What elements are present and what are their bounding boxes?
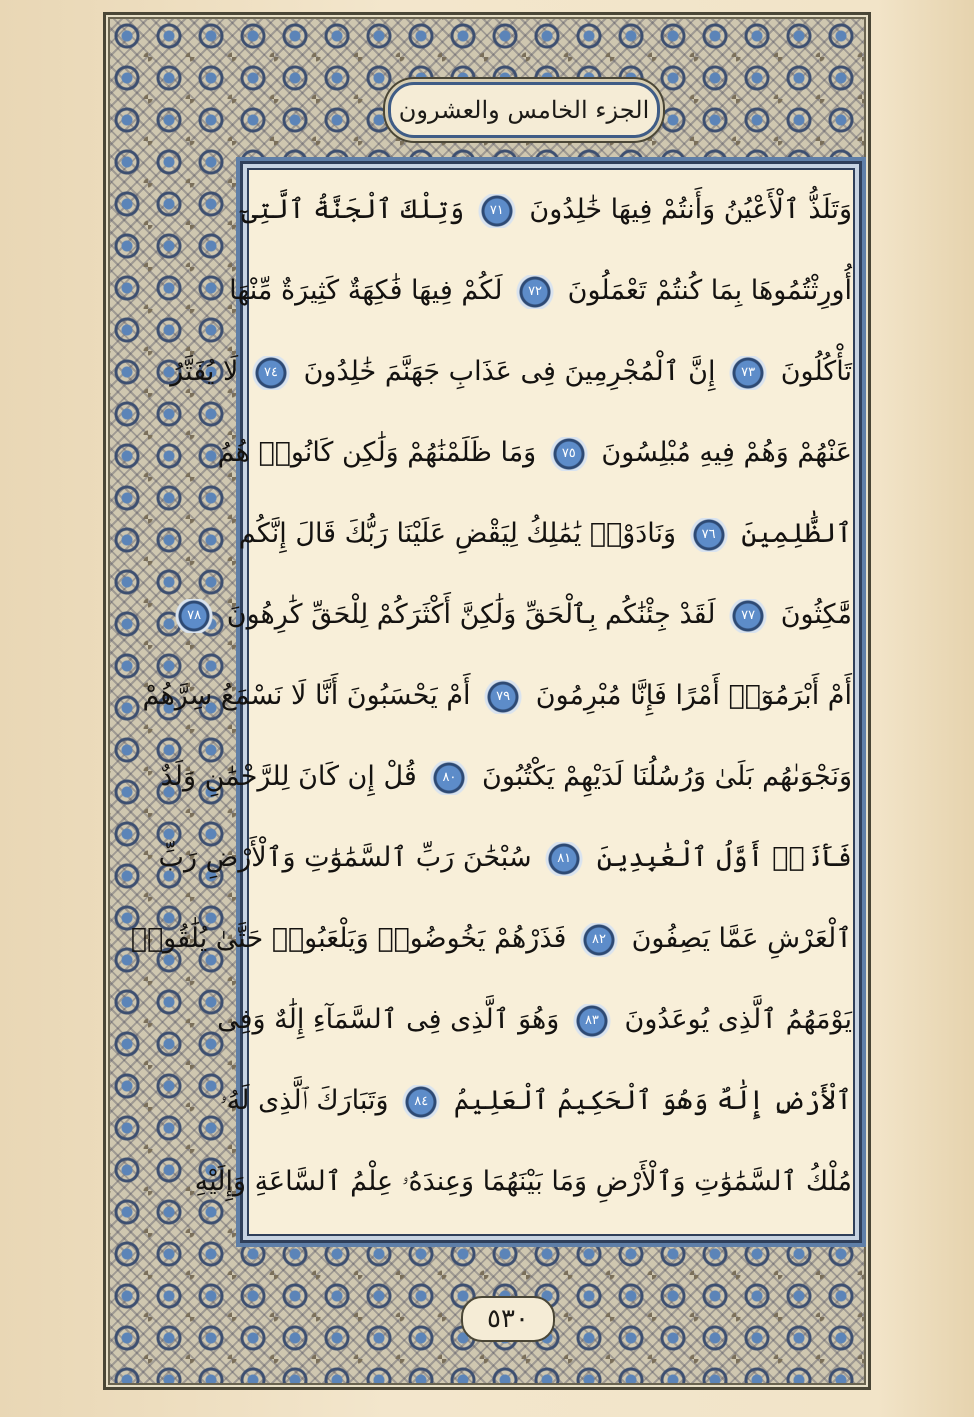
ayah-number-medallion: ٨٤: [401, 1085, 441, 1119]
ayah-number-medallion: ٧٦: [689, 518, 729, 552]
verse-text: يَوْمَهُمُ ٱلَّذِى يُوعَدُونَ: [624, 1004, 852, 1035]
verse-line: [142, 666, 852, 726]
verse-text: أَمْ أَبْرَمُوٓا۟ أَمْرًا فَإِنَّا مُبْرِمُونَ: [535, 680, 852, 711]
verse-line: [238, 504, 852, 564]
verse-text: وَنَجْوَىٰهُم بَلَىٰ وَرُسُلُنَا لَدَيْهِمْ يَكْتُبُونَ: [482, 761, 852, 792]
ayah-number-medallion: ٧١: [477, 194, 517, 228]
ayah-number-medallion: ٨٠: [429, 761, 469, 795]
verse-line: [220, 1071, 852, 1131]
verse-text: وَتِلْكَ ٱلْجَنَّةُ ٱلَّتِىٓ: [241, 194, 465, 225]
verse-line: [194, 1152, 852, 1212]
verse-line: [241, 180, 852, 240]
verse-text: لَا يُفَتَّرُ: [170, 356, 239, 387]
verse-text: فَأَنَا۠ أَوَّلُ ٱلْعَٰبِدِينَ: [596, 842, 852, 873]
verse-text: وَتَلَذُّ ٱلْأَعْيُنُ وَأَنتُمْ فِيهَا خَٰلِدُونَ: [529, 194, 852, 225]
verse-text: لَقَدْ جِئْنَٰكُم بِٱلْحَقِّ وَلَٰكِنَّ أَكْثَرَكُمْ لِلْحَقِّ كَٰرِهُونَ: [226, 599, 716, 630]
verse-text: وَهُوَ ٱلَّذِى فِى ٱلسَّمَآءِ إِلَٰهٌ وَفِى: [217, 1004, 560, 1035]
verse-text: وَنَادَوْا۟ يَٰمَٰلِكُ لِيَقْضِ عَلَيْنَا رَبُّكَ قَالَ إِنَّكُم: [238, 518, 677, 549]
verse-text: قُلْ إِن كَانَ لِلرَّحْمَٰنِ وَلَدٌ: [160, 761, 417, 792]
ayah-number-medallion: ٧٥: [549, 437, 589, 471]
verse-line: [160, 747, 852, 807]
ayah-number-medallion: ٨١: [544, 842, 584, 876]
verse-line: [217, 423, 852, 483]
verse-text: ٱلْعَرْشِ عَمَّا يَصِفُونَ: [631, 923, 852, 954]
verse-text: أُورِثْتُمُوهَا بِمَا كُنتُمْ تَعْمَلُونَ: [567, 275, 852, 306]
verse-lines: [130, 180, 852, 1230]
ayah-number-medallion: ٧٩: [483, 680, 523, 714]
verse-text: فَذَرْهُمْ يَخُوضُوا۟ وَيَلْعَبُوا۟ حَتَّىٰ يُلَٰقُوا۟: [130, 923, 567, 954]
ayah-number-medallion: ٨٣: [572, 1004, 612, 1038]
page-number-cartouche: [461, 1296, 555, 1342]
verse-text: ٱلْأَرْضِ إِلَٰهٌ وَهُوَ ٱلْحَكِيمُ ٱلْعَلِيمُ: [453, 1085, 852, 1116]
verse-line: [158, 828, 852, 888]
verse-line: [229, 261, 852, 321]
juz-title: الجزء الخامس والعشرون: [398, 96, 650, 124]
verse-text: وَتَبَارَكَ ٱلَّذِى لَهُۥ: [220, 1085, 389, 1116]
verse-text: مَّٰكِثُونَ: [780, 599, 852, 630]
verse-text: تَأْكُلُونَ: [780, 356, 852, 387]
verse-line: [130, 909, 852, 969]
verse-text: إِنَّ ٱلْمُجْرِمِينَ فِى عَذَابِ جَهَنَّمَ خَٰلِدُونَ: [303, 356, 716, 387]
verse-line: [217, 990, 852, 1050]
verse-line: [187, 585, 852, 645]
ayah-number-medallion: ٧٣: [728, 356, 768, 390]
verse-line: [170, 342, 852, 402]
verse-text: وَمَا ظَلَمْنَٰهُمْ وَلَٰكِن كَانُوا۟ هُمُ: [217, 437, 537, 468]
ayah-number-medallion: ٨٢: [579, 923, 619, 957]
ayah-number-medallion: ٧٧: [728, 599, 768, 633]
verse-text: سُبْحَٰنَ رَبِّ ٱلسَّمَٰوَٰتِ وَٱلْأَرْضِ رَبِّ: [158, 842, 532, 873]
ayah-number-medallion: ٧٤: [251, 356, 291, 390]
verse-text: لَكُمْ فِيهَا فَٰكِهَةٌ كَثِيرَةٌ مِّنْهَا: [229, 275, 503, 306]
verse-text: مُلْكُ ٱلسَّمَٰوَٰتِ وَٱلْأَرْضِ وَمَا بَيْنَهُمَا وَعِندَهُۥ عِلْمُ ٱلسَّاعَةِ وَإِلَيْهِ: [194, 1166, 852, 1197]
verse-text: ٱلظَّٰلِمِينَ: [741, 518, 852, 549]
verse-text: عَنْهُمْ وَهُمْ فِيهِ مُبْلِسُونَ: [601, 437, 852, 468]
page-number: ٥٣٠: [487, 1304, 529, 1334]
juz-header-cartouche: [388, 82, 660, 138]
ayah-number-medallion: ٧٨: [174, 599, 214, 633]
verse-text: أَمْ يَحْسَبُونَ أَنَّا لَا نَسْمَعُ سِرَّهُمْ: [142, 680, 471, 711]
ayah-number-medallion: ٧٢: [515, 275, 555, 309]
